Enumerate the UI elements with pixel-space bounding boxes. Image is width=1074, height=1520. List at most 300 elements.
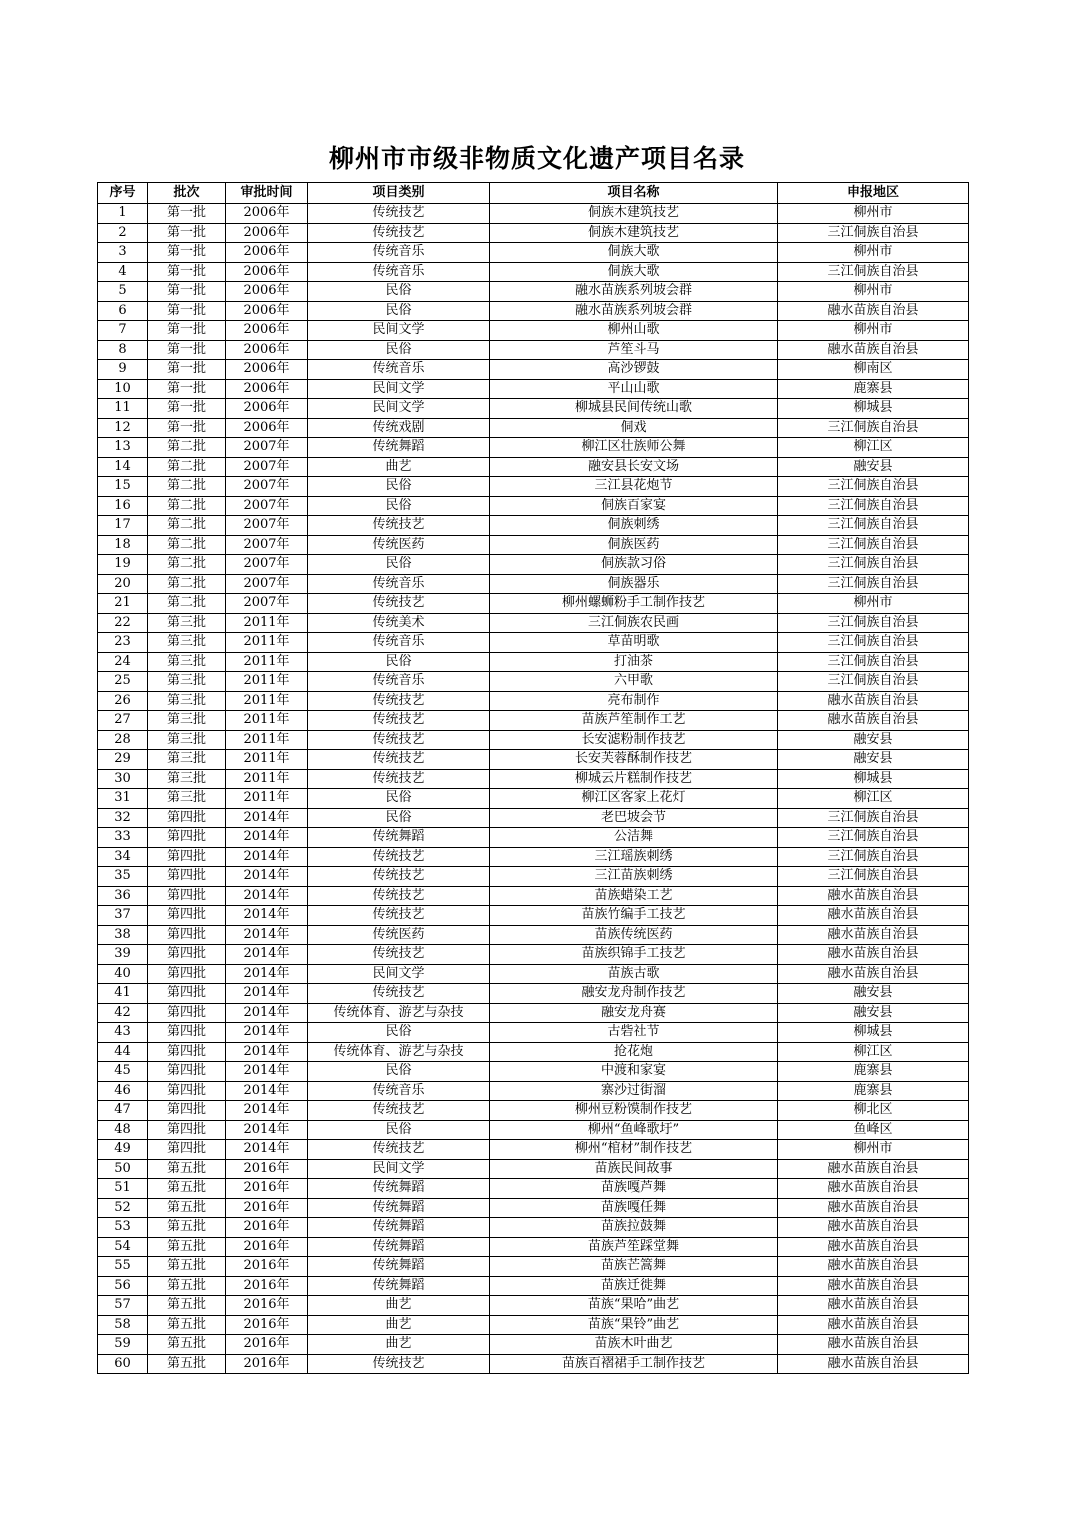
table-row <box>98 574 969 594</box>
cell-region: 融水苗族自治县 <box>778 964 969 984</box>
table-row <box>98 1159 969 1179</box>
cell-batch: 第三批 <box>148 652 226 672</box>
cell-region: 鹿寨县 <box>778 1081 969 1101</box>
cell-approval-year: 2006年 <box>226 243 308 263</box>
cell-category: 传统技艺 <box>308 730 490 750</box>
cell-approval-year: 2006年 <box>226 360 308 380</box>
cell-region: 三江侗族自治县 <box>778 555 969 575</box>
cell-approval-year: 2016年 <box>226 1296 308 1316</box>
cell-approval-year: 2011年 <box>226 652 308 672</box>
cell-batch: 第四批 <box>148 808 226 828</box>
cell-index: 30 <box>98 769 148 789</box>
cell-region: 融水苗族自治县 <box>778 1276 969 1296</box>
cell-approval-year: 2011年 <box>226 613 308 633</box>
cell-approval-year: 2014年 <box>226 808 308 828</box>
cell-category: 传统医药 <box>308 535 490 555</box>
cell-project-name: 苗族传统医药 <box>490 925 778 945</box>
cell-region: 柳州市 <box>778 1140 969 1160</box>
table-row <box>98 1276 969 1296</box>
table-row <box>98 1120 969 1140</box>
cell-batch: 第一批 <box>148 282 226 302</box>
cell-project-name: 老巴坡会节 <box>490 808 778 828</box>
cell-approval-year: 2006年 <box>226 340 308 360</box>
cell-approval-year: 2014年 <box>226 984 308 1004</box>
cell-index: 53 <box>98 1218 148 1238</box>
cell-category: 传统音乐 <box>308 262 490 282</box>
cell-index: 5 <box>98 282 148 302</box>
table-row <box>98 1335 969 1355</box>
table-row <box>98 1354 969 1374</box>
cell-approval-year: 2016年 <box>226 1218 308 1238</box>
cell-approval-year: 2014年 <box>226 886 308 906</box>
cell-project-name: 柳城县民间传统山歌 <box>490 399 778 419</box>
cell-category: 传统技艺 <box>308 906 490 926</box>
cell-region: 三江侗族自治县 <box>778 262 969 282</box>
table-row <box>98 1296 969 1316</box>
cell-index: 23 <box>98 633 148 653</box>
cell-project-name: 芦笙斗马 <box>490 340 778 360</box>
cell-project-name: 公洁舞 <box>490 828 778 848</box>
cell-category: 传统技艺 <box>308 886 490 906</box>
cell-region: 三江侗族自治县 <box>778 847 969 867</box>
cell-region: 融安县 <box>778 730 969 750</box>
cell-category: 民俗 <box>308 652 490 672</box>
cell-category: 民俗 <box>308 1120 490 1140</box>
cell-project-name: 三江县花炮节 <box>490 477 778 497</box>
cell-region: 融水苗族自治县 <box>778 1218 969 1238</box>
cell-index: 22 <box>98 613 148 633</box>
cell-category: 传统舞蹈 <box>308 1237 490 1257</box>
cell-batch: 第一批 <box>148 340 226 360</box>
cell-approval-year: 2006年 <box>226 223 308 243</box>
cell-index: 39 <box>98 945 148 965</box>
table-row <box>98 1257 969 1277</box>
cell-index: 54 <box>98 1237 148 1257</box>
cell-approval-year: 2011年 <box>226 750 308 770</box>
cell-category: 民俗 <box>308 1023 490 1043</box>
cell-region: 三江侗族自治县 <box>778 574 969 594</box>
cell-index: 35 <box>98 867 148 887</box>
cell-index: 19 <box>98 555 148 575</box>
cell-project-name: 苗族芦笙踩堂舞 <box>490 1237 778 1257</box>
cell-approval-year: 2014年 <box>226 847 308 867</box>
cell-region: 柳州市 <box>778 204 969 224</box>
table-row <box>98 1101 969 1121</box>
cell-category: 传统音乐 <box>308 672 490 692</box>
cell-region: 融水苗族自治县 <box>778 945 969 965</box>
cell-index: 37 <box>98 906 148 926</box>
cell-category: 民俗 <box>308 1062 490 1082</box>
cell-project-name: 高沙锣鼓 <box>490 360 778 380</box>
cell-index: 3 <box>98 243 148 263</box>
cell-batch: 第五批 <box>148 1335 226 1355</box>
cell-category: 曲艺 <box>308 1315 490 1335</box>
cell-category: 民俗 <box>308 496 490 516</box>
header-batch: 批次 <box>148 183 226 204</box>
cell-batch: 第四批 <box>148 945 226 965</box>
table-row <box>98 1062 969 1082</box>
cell-batch: 第三批 <box>148 789 226 809</box>
cell-index: 17 <box>98 516 148 536</box>
cell-project-name: 苗族蜡染工艺 <box>490 886 778 906</box>
cell-region: 鱼峰区 <box>778 1120 969 1140</box>
cell-index: 8 <box>98 340 148 360</box>
cell-index: 1 <box>98 204 148 224</box>
cell-batch: 第四批 <box>148 1101 226 1121</box>
cell-region: 三江侗族自治县 <box>778 808 969 828</box>
cell-region: 融水苗族自治县 <box>778 906 969 926</box>
cell-batch: 第四批 <box>148 925 226 945</box>
cell-index: 46 <box>98 1081 148 1101</box>
cell-batch: 第三批 <box>148 613 226 633</box>
cell-region: 三江侗族自治县 <box>778 223 969 243</box>
cell-project-name: 苗族“果哈”曲艺 <box>490 1296 778 1316</box>
cell-index: 25 <box>98 672 148 692</box>
cell-approval-year: 2007年 <box>226 516 308 536</box>
cell-category: 传统舞蹈 <box>308 1276 490 1296</box>
cell-category: 曲艺 <box>308 1296 490 1316</box>
page-title: 柳州市市级非物质文化遗产项目名录 <box>328 144 745 173</box>
cell-approval-year: 2016年 <box>226 1237 308 1257</box>
cell-project-name: 草苗明歌 <box>490 633 778 653</box>
cell-batch: 第二批 <box>148 477 226 497</box>
cell-region: 三江侗族自治县 <box>778 652 969 672</box>
cell-batch: 第二批 <box>148 457 226 477</box>
cell-index: 36 <box>98 886 148 906</box>
cell-batch: 第五批 <box>148 1354 226 1374</box>
cell-project-name: 柳江区壮族师公舞 <box>490 438 778 458</box>
cell-index: 12 <box>98 418 148 438</box>
cell-category: 传统音乐 <box>308 360 490 380</box>
cell-index: 52 <box>98 1198 148 1218</box>
cell-region: 融水苗族自治县 <box>778 1237 969 1257</box>
table-row <box>98 457 969 477</box>
cell-approval-year: 2014年 <box>226 1062 308 1082</box>
cell-batch: 第三批 <box>148 672 226 692</box>
cell-approval-year: 2007年 <box>226 555 308 575</box>
cell-category: 民俗 <box>308 301 490 321</box>
cell-approval-year: 2007年 <box>226 535 308 555</box>
table-row <box>98 613 969 633</box>
cell-project-name: 柳州“棺材”制作技艺 <box>490 1140 778 1160</box>
cell-approval-year: 2014年 <box>226 964 308 984</box>
cell-batch: 第五批 <box>148 1315 226 1335</box>
cell-region: 融水苗族自治县 <box>778 1198 969 1218</box>
cell-batch: 第四批 <box>148 867 226 887</box>
cell-project-name: 长安滤粉制作技艺 <box>490 730 778 750</box>
cell-batch: 第二批 <box>148 516 226 536</box>
cell-approval-year: 2014年 <box>226 1003 308 1023</box>
cell-approval-year: 2011年 <box>226 691 308 711</box>
cell-index: 13 <box>98 438 148 458</box>
cell-batch: 第三批 <box>148 711 226 731</box>
cell-approval-year: 2006年 <box>226 262 308 282</box>
cell-approval-year: 2006年 <box>226 282 308 302</box>
cell-index: 29 <box>98 750 148 770</box>
cell-project-name: 寨沙过街溜 <box>490 1081 778 1101</box>
cell-approval-year: 2011年 <box>226 730 308 750</box>
cell-project-name: 侗族款习俗 <box>490 555 778 575</box>
cell-approval-year: 2016年 <box>226 1179 308 1199</box>
cell-index: 15 <box>98 477 148 497</box>
cell-category: 传统技艺 <box>308 711 490 731</box>
cell-project-name: 三江瑶族刺绣 <box>490 847 778 867</box>
cell-batch: 第四批 <box>148 1140 226 1160</box>
cell-project-name: 三江苗族刺绣 <box>490 867 778 887</box>
cell-approval-year: 2014年 <box>226 945 308 965</box>
cell-index: 7 <box>98 321 148 341</box>
table-row <box>98 847 969 867</box>
cell-project-name: 柳州“鱼峰歌圩” <box>490 1120 778 1140</box>
cell-region: 融水苗族自治县 <box>778 1257 969 1277</box>
header-category: 项目类别 <box>308 183 490 204</box>
cell-region: 融安县 <box>778 1003 969 1023</box>
cell-project-name: 柳州山歌 <box>490 321 778 341</box>
cell-region: 融水苗族自治县 <box>778 1315 969 1335</box>
table-row <box>98 555 969 575</box>
cell-index: 43 <box>98 1023 148 1043</box>
cell-category: 传统技艺 <box>308 691 490 711</box>
table-row <box>98 808 969 828</box>
cell-index: 49 <box>98 1140 148 1160</box>
table-row <box>98 1140 969 1160</box>
cell-approval-year: 2014年 <box>226 867 308 887</box>
cell-index: 20 <box>98 574 148 594</box>
table-row <box>98 1042 969 1062</box>
cell-region: 柳城县 <box>778 769 969 789</box>
cell-region: 柳州市 <box>778 243 969 263</box>
cell-batch: 第五批 <box>148 1276 226 1296</box>
table-row <box>98 321 969 341</box>
cell-category: 传统戏剧 <box>308 418 490 438</box>
cell-project-name: 三江侗族农民画 <box>490 613 778 633</box>
cell-batch: 第三批 <box>148 769 226 789</box>
table-row <box>98 1081 969 1101</box>
cell-project-name: 融安龙舟制作技艺 <box>490 984 778 1004</box>
cell-project-name: 抢花炮 <box>490 1042 778 1062</box>
table-row <box>98 633 969 653</box>
cell-region: 三江侗族自治县 <box>778 496 969 516</box>
cell-project-name: 侗族器乐 <box>490 574 778 594</box>
cell-region: 柳江区 <box>778 1042 969 1062</box>
cell-project-name: 苗族芒篙舞 <box>490 1257 778 1277</box>
table-row <box>98 438 969 458</box>
cell-region: 融水苗族自治县 <box>778 340 969 360</box>
cell-region: 三江侗族自治县 <box>778 672 969 692</box>
cell-region: 柳城县 <box>778 1023 969 1043</box>
cell-approval-year: 2016年 <box>226 1315 308 1335</box>
cell-category: 传统舞蹈 <box>308 438 490 458</box>
cell-category: 传统音乐 <box>308 243 490 263</box>
cell-region: 柳州市 <box>778 594 969 614</box>
cell-approval-year: 2014年 <box>226 1023 308 1043</box>
cell-project-name: 融安县长安文场 <box>490 457 778 477</box>
cell-project-name: 侗族医药 <box>490 535 778 555</box>
cell-approval-year: 2006年 <box>226 204 308 224</box>
cell-batch: 第一批 <box>148 243 226 263</box>
cell-region: 柳北区 <box>778 1101 969 1121</box>
cell-category: 传统体育、游艺与杂技 <box>308 1003 490 1023</box>
cell-batch: 第三批 <box>148 633 226 653</box>
cell-region: 三江侗族自治县 <box>778 828 969 848</box>
cell-region: 融水苗族自治县 <box>778 301 969 321</box>
cell-approval-year: 2014年 <box>226 1140 308 1160</box>
cell-category: 传统技艺 <box>308 594 490 614</box>
header-region: 申报地区 <box>778 183 969 204</box>
cell-index: 34 <box>98 847 148 867</box>
table-row <box>98 886 969 906</box>
cell-region: 融水苗族自治县 <box>778 711 969 731</box>
cell-approval-year: 2016年 <box>226 1335 308 1355</box>
cell-category: 传统技艺 <box>308 945 490 965</box>
cell-category: 曲艺 <box>308 1335 490 1355</box>
cell-approval-year: 2007年 <box>226 457 308 477</box>
cell-index: 56 <box>98 1276 148 1296</box>
cell-project-name: 侗族百家宴 <box>490 496 778 516</box>
cell-category: 传统舞蹈 <box>308 1179 490 1199</box>
cell-category: 传统技艺 <box>308 516 490 536</box>
table-row <box>98 496 969 516</box>
table-row <box>98 360 969 380</box>
cell-index: 10 <box>98 379 148 399</box>
cell-region: 柳南区 <box>778 360 969 380</box>
cell-index: 44 <box>98 1042 148 1062</box>
cell-batch: 第一批 <box>148 204 226 224</box>
cell-category: 民俗 <box>308 477 490 497</box>
cell-region: 融安县 <box>778 457 969 477</box>
table-row <box>98 535 969 555</box>
cell-project-name: 苗族芦笙制作工艺 <box>490 711 778 731</box>
table-row <box>98 789 969 809</box>
table-row <box>98 691 969 711</box>
cell-category: 传统美术 <box>308 613 490 633</box>
table-row <box>98 379 969 399</box>
cell-category: 民俗 <box>308 789 490 809</box>
cell-index: 11 <box>98 399 148 419</box>
cell-project-name: 融安龙舟赛 <box>490 1003 778 1023</box>
cell-batch: 第五批 <box>148 1257 226 1277</box>
cell-project-name: 平山山歌 <box>490 379 778 399</box>
table-row <box>98 243 969 263</box>
cell-batch: 第四批 <box>148 1081 226 1101</box>
cell-project-name: 苗族织锦手工技艺 <box>490 945 778 965</box>
cell-batch: 第五批 <box>148 1198 226 1218</box>
table-row <box>98 1003 969 1023</box>
cell-project-name: 亮布制作 <box>490 691 778 711</box>
cell-approval-year: 2007年 <box>226 438 308 458</box>
cell-region: 三江侗族自治县 <box>778 867 969 887</box>
cell-project-name: 苗族嘎芦舞 <box>490 1179 778 1199</box>
cell-index: 60 <box>98 1354 148 1374</box>
cell-project-name: 侗族刺绣 <box>490 516 778 536</box>
cell-batch: 第一批 <box>148 301 226 321</box>
cell-region: 融安县 <box>778 984 969 1004</box>
table-row <box>98 594 969 614</box>
cell-region: 融水苗族自治县 <box>778 886 969 906</box>
cell-batch: 第三批 <box>148 730 226 750</box>
cell-batch: 第二批 <box>148 574 226 594</box>
cell-approval-year: 2014年 <box>226 828 308 848</box>
cell-category: 传统音乐 <box>308 633 490 653</box>
cell-index: 42 <box>98 1003 148 1023</box>
cell-region: 三江侗族自治县 <box>778 535 969 555</box>
cell-region: 柳江区 <box>778 438 969 458</box>
cell-approval-year: 2016年 <box>226 1159 308 1179</box>
table-row <box>98 1023 969 1043</box>
header-project-name: 项目名称 <box>490 183 778 204</box>
cell-batch: 第一批 <box>148 418 226 438</box>
cell-index: 51 <box>98 1179 148 1199</box>
cell-approval-year: 2011年 <box>226 672 308 692</box>
cell-index: 38 <box>98 925 148 945</box>
table-row <box>98 750 969 770</box>
cell-region: 融水苗族自治县 <box>778 1354 969 1374</box>
cell-project-name: 侗族大歌 <box>490 262 778 282</box>
cell-approval-year: 2006年 <box>226 418 308 438</box>
table-row <box>98 769 969 789</box>
cell-approval-year: 2011年 <box>226 789 308 809</box>
cell-index: 6 <box>98 301 148 321</box>
cell-index: 9 <box>98 360 148 380</box>
header-approval-year: 审批时间 <box>226 183 308 204</box>
cell-category: 民间文学 <box>308 1159 490 1179</box>
cell-category: 传统医药 <box>308 925 490 945</box>
table-row <box>98 906 969 926</box>
cell-project-name: 苗族百褶裙手工制作技艺 <box>490 1354 778 1374</box>
table-row <box>98 1218 969 1238</box>
cell-index: 27 <box>98 711 148 731</box>
table-row <box>98 399 969 419</box>
table-row <box>98 1315 969 1335</box>
cell-project-name: 侗族大歌 <box>490 243 778 263</box>
cell-project-name: 苗族民间故事 <box>490 1159 778 1179</box>
cell-category: 民间文学 <box>308 379 490 399</box>
cell-batch: 第二批 <box>148 496 226 516</box>
cell-approval-year: 2016年 <box>226 1198 308 1218</box>
cell-category: 民俗 <box>308 282 490 302</box>
table-row <box>98 223 969 243</box>
cell-category: 传统舞蹈 <box>308 1218 490 1238</box>
cell-category: 传统体育、游艺与杂技 <box>308 1042 490 1062</box>
cell-region: 三江侗族自治县 <box>778 633 969 653</box>
cell-index: 32 <box>98 808 148 828</box>
cell-approval-year: 2007年 <box>226 496 308 516</box>
cell-approval-year: 2016年 <box>226 1257 308 1277</box>
cell-approval-year: 2014年 <box>226 1120 308 1140</box>
cell-project-name: 苗族嘎任舞 <box>490 1198 778 1218</box>
cell-approval-year: 2011年 <box>226 711 308 731</box>
cell-approval-year: 2014年 <box>226 1081 308 1101</box>
cell-region: 柳江区 <box>778 789 969 809</box>
heritage-table <box>97 182 969 1374</box>
cell-index: 2 <box>98 223 148 243</box>
cell-batch: 第五批 <box>148 1159 226 1179</box>
cell-region: 融水苗族自治县 <box>778 1296 969 1316</box>
cell-index: 45 <box>98 1062 148 1082</box>
cell-batch: 第四批 <box>148 828 226 848</box>
cell-project-name: 苗族拉鼓舞 <box>490 1218 778 1238</box>
cell-region: 三江侗族自治县 <box>778 477 969 497</box>
cell-category: 传统技艺 <box>308 1354 490 1374</box>
cell-region: 柳州市 <box>778 282 969 302</box>
table-row <box>98 945 969 965</box>
cell-project-name: 侗戏 <box>490 418 778 438</box>
cell-project-name: 柳江区客家上花灯 <box>490 789 778 809</box>
cell-approval-year: 2016年 <box>226 1276 308 1296</box>
cell-approval-year: 2006年 <box>226 379 308 399</box>
cell-region: 融水苗族自治县 <box>778 691 969 711</box>
header-index: 序号 <box>98 183 148 204</box>
